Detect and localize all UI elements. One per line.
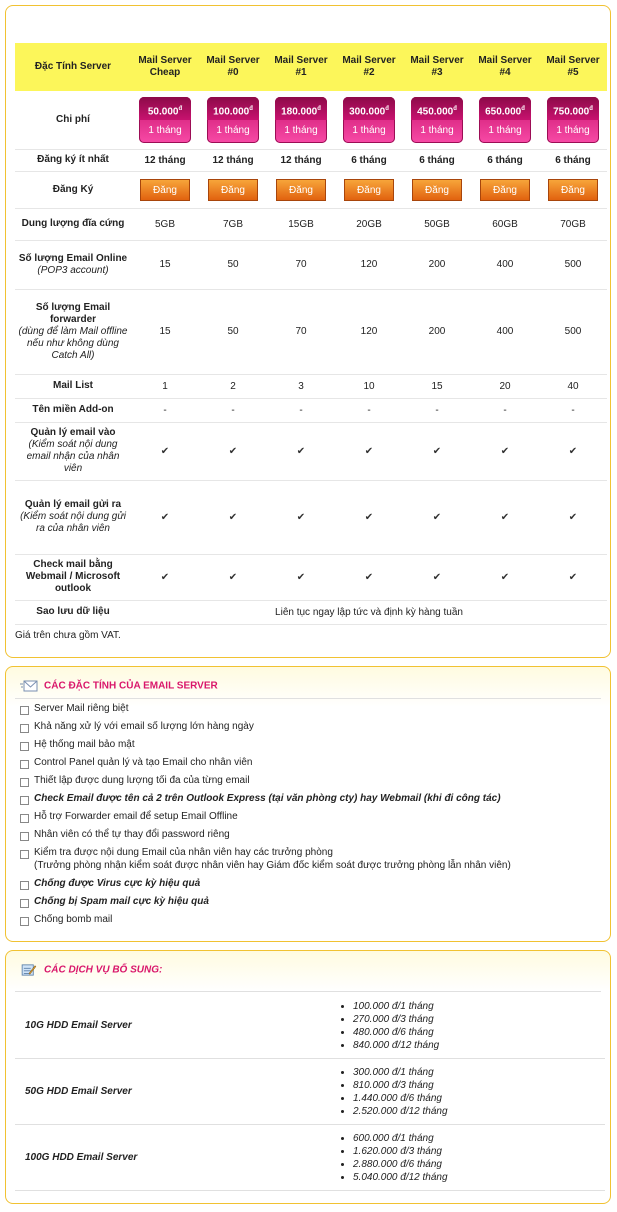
online-value: 120 [335,240,403,289]
price-period: 1 tháng [352,124,386,136]
pricing-header-row [15,43,607,91]
currency-mark: đ [589,105,593,112]
services-title: CÁC DỊCH VỤ BỔ SUNG: [44,964,163,976]
services-panel [5,950,611,1204]
check-mark: ✔ [335,480,403,554]
currency-mark: đ [317,105,321,112]
bullet-icon [20,796,29,805]
check-mark: ✔ [471,554,539,600]
bullet-icon [20,899,29,908]
price-amount [139,97,191,120]
storage-value: 7GB [199,208,267,240]
plan-name: Mail Server #0 [199,43,267,91]
check-mark: ✔ [403,480,471,554]
features-divider [15,698,601,699]
plan-name: Mail Server #5 [539,43,607,91]
feature-text: Chống bị Spam mail cực kỳ hiệu quả [34,895,209,907]
min-term: 12 tháng [199,149,267,171]
row-min-label [15,149,131,171]
feature-item [20,847,511,872]
bullet-icon [20,778,29,787]
plan-name: Mail Server #4 [471,43,539,91]
price-cell [131,91,199,149]
addon-value: - [267,398,335,422]
storage-value: 50GB [403,208,471,240]
storage-value: 70GB [539,208,607,240]
feature-item [20,811,511,824]
service-row [15,1125,605,1191]
service-price: • 2.520.000 đ/12 tháng [353,1105,604,1118]
pricing-panel [5,5,611,658]
services-table [15,993,605,1191]
bullet-icon [20,760,29,769]
check-mark: ✔ [539,554,607,600]
service-price: • 1.440.000 đ/6 tháng [353,1092,604,1105]
register-button[interactable]: Đăng [276,179,326,201]
check-mark: ✔ [199,554,267,600]
service-prices [332,1059,605,1125]
register-button[interactable]: Đăng [344,179,394,201]
features-list [20,703,511,932]
forwarder-value: 70 [267,289,335,374]
feature-item [20,829,511,842]
register-button[interactable]: Đăng [548,179,598,201]
feature-text: Khả năng xử lý với email số lượng lớn hàng ngày [34,721,254,732]
check-mark: ✔ [267,554,335,600]
register-cell [131,171,199,208]
service-name: 50G HDD Email Server [15,1059,332,1125]
feature-item [20,703,511,716]
services-divider [15,991,601,992]
price-value: 650.000 [485,106,522,118]
min-term: 6 tháng [471,149,539,171]
forwarder-value: 50 [199,289,267,374]
vat-note: Giá trên chưa gồm VAT. [15,630,121,641]
service-price: • 2.880.000 đ/6 tháng [353,1158,604,1171]
check-mark: ✔ [335,422,403,480]
register-button[interactable]: Đăng [480,179,530,201]
bullet-icon [20,724,29,733]
row-forwarder-label-note: (dùng để làm Mail offline nếu như không dùng Catch All) [18,325,128,361]
check-mark: ✔ [471,422,539,480]
service-price: • 5.040.000 đ/12 tháng [353,1171,604,1184]
row-outgoing-label-note: (Kiểm soát nội dung gửi ra của nhân viên [20,511,126,534]
check-mark: ✔ [131,480,199,554]
bullet-icon [20,881,29,890]
storage-value: 20GB [335,208,403,240]
bullet-icon [20,706,29,715]
price-period: 1 tháng [556,124,590,136]
check-mark: ✔ [335,554,403,600]
min-term: 6 tháng [403,149,471,171]
row-outgoing-label-text: Quản lý email gửi ra [24,499,122,510]
register-cell [471,171,539,208]
price-cell [267,91,335,149]
min-term: 12 tháng [267,149,335,171]
check-mark: ✔ [199,422,267,480]
plan-name: Mail Server #3 [403,43,471,91]
price-value: 100.000 [213,106,250,118]
row-backup-label-text: Sao lưu dữ liệu [36,606,110,617]
check-mark: ✔ [267,480,335,554]
row-register-label [15,171,131,208]
pricing-table [15,43,607,625]
addon-value: - [403,398,471,422]
row-cost-label-text: Chi phí [56,113,90,125]
feature-text: Chống được Virus cực kỳ hiệu quả [34,877,201,889]
row-list [15,374,607,398]
register-cell [539,171,607,208]
row-list-label [15,374,131,398]
forwarder-value: 400 [471,289,539,374]
service-price: • 480.000 đ/6 tháng [353,1026,604,1039]
register-button[interactable]: Đăng [208,179,258,201]
forwarder-value: 500 [539,289,607,374]
price-period: 1 tháng [488,124,522,136]
price-list [333,1066,604,1118]
check-mark: ✔ [403,422,471,480]
row-incoming-label [15,422,131,480]
feature-item [20,914,511,927]
row-webmail [15,554,607,600]
feature-text: Control Panel quản lý và tạo Email cho nhân viên [34,757,253,768]
envelope-icon [20,680,38,692]
row-online-label-note: (POP3 account) [37,264,109,276]
row-forwarder [15,289,607,374]
service-price: • 600.000 đ/1 tháng [353,1132,604,1145]
service-price: • 300.000 đ/1 tháng [353,1066,604,1079]
price-badge [479,97,531,143]
feature-item [20,757,511,770]
list-value: 3 [267,374,335,398]
features-header [20,680,218,692]
service-row [15,993,605,1059]
row-incoming-label-note: (Kiểm soát nội dung email nhận của nhân viên [26,439,120,474]
addon-value: - [335,398,403,422]
min-term: 12 tháng [131,149,199,171]
price-badge [275,97,327,143]
features-panel [5,666,611,942]
price-list [333,1000,604,1052]
online-value: 50 [199,240,267,289]
list-value: 1 [131,374,199,398]
currency-mark: đ [249,105,253,112]
feature-item [20,721,511,734]
service-name: 100G HDD Email Server [15,1125,332,1191]
price-amount [207,97,259,120]
check-mark: ✔ [267,422,335,480]
row-cost [15,91,607,149]
row-storage-label [15,208,131,240]
register-button[interactable]: Đăng [412,179,462,201]
plan-name: Mail Server #2 [335,43,403,91]
feature-item [20,793,511,806]
check-mark: ✔ [539,480,607,554]
price-badge [207,97,259,143]
price-period: 1 tháng [284,124,318,136]
service-name: 10G HDD Email Server [15,993,332,1059]
plan-name: Mail Server Cheap [131,43,199,91]
feature-text: Server Mail riêng biệt [34,703,129,714]
feature-item [20,878,511,891]
storage-value: 5GB [131,208,199,240]
price-value: 180.000 [281,106,318,118]
register-cell [335,171,403,208]
row-addon-label-text: Tên miền Add-on [32,404,114,415]
row-storage-label-text: Dung lượng đĩa cứng [21,218,125,229]
feature-text: Hỗ trợ Forwarder email để setup Email Offline [34,811,238,822]
feature-text: Check Email được tên cả 2 trên Outlook Express (tại văn phòng cty) hay Webmail (khi đi công tác) [34,793,501,804]
row-forwarder-label-text: Số lượng Email forwarder [35,301,111,325]
price-amount [411,97,463,120]
online-value: 200 [403,240,471,289]
row-incoming [15,422,607,480]
price-cell [403,91,471,149]
row-webmail-label-text: Check mail bằng Webmail / Microsoft outlook [25,559,121,594]
service-price: • 1.620.000 đ/3 tháng [353,1145,604,1158]
check-mark: ✔ [131,554,199,600]
price-period: 1 tháng [148,124,182,136]
check-mark: ✔ [539,422,607,480]
feature-item [20,896,511,909]
service-price: • 100.000 đ/1 tháng [353,1000,604,1013]
addon-value: - [471,398,539,422]
bullet-icon [20,917,29,926]
row-online-label-text: Số lượng Email Online [18,252,128,264]
row-cost-label [15,91,131,149]
currency-mark: đ [453,105,457,112]
currency-mark: đ [521,105,525,112]
row-register-label-text: Đăng Ký [52,183,94,195]
row-forwarder-label [15,289,131,374]
row-online [15,240,607,289]
row-online-label [15,240,131,289]
price-value: 50.000 [147,106,179,118]
bullet-icon [20,742,29,751]
price-cell [199,91,267,149]
addon-value: - [131,398,199,422]
feature-item [20,775,511,788]
forwarder-value: 15 [131,289,199,374]
backup-value: Liên tục ngay lập tức và định kỳ hàng tuần [131,600,607,624]
service-price: • 840.000 đ/12 tháng [353,1039,604,1052]
row-list-label-text: Mail List [52,380,93,391]
bullet-icon [20,832,29,841]
online-value: 500 [539,240,607,289]
price-period: 1 tháng [420,124,454,136]
row-addon [15,398,607,422]
min-term: 6 tháng [539,149,607,171]
price-value: 750.000 [553,106,590,118]
currency-mark: đ [178,105,183,112]
service-price: • 270.000 đ/3 tháng [353,1013,604,1026]
service-price: • 810.000 đ/3 tháng [353,1079,604,1092]
row-webmail-label [15,554,131,600]
bullet-icon [20,814,29,823]
forwarder-value: 120 [335,289,403,374]
check-mark: ✔ [131,422,199,480]
price-amount [343,97,395,120]
row-min-label-text: Đăng ký ít nhất [37,154,109,165]
price-cell [471,91,539,149]
feature-item [20,739,511,752]
forwarder-value: 200 [403,289,471,374]
price-cell [539,91,607,149]
price-value: 300.000 [349,106,386,118]
row-addon-label [15,398,131,422]
services-header [20,964,162,976]
bullet-icon [20,850,29,859]
storage-value: 15GB [267,208,335,240]
row-storage [15,208,607,240]
price-amount [275,97,327,120]
price-cell [335,91,403,149]
notepad-icon [20,964,38,976]
list-value: 2 [199,374,267,398]
check-mark: ✔ [403,554,471,600]
register-button[interactable]: Đăng [140,179,190,201]
row-outgoing-label [15,480,131,554]
plan-name: Mail Server #1 [267,43,335,91]
list-value: 15 [403,374,471,398]
register-cell [403,171,471,208]
check-mark: ✔ [199,480,267,554]
price-badge [547,97,599,143]
price-value: 450.000 [417,106,454,118]
feature-text: Nhân viên có thể tự thay đổi password riêng [34,829,230,840]
row-min-term [15,149,607,171]
service-prices [332,993,605,1059]
feature-text: Kiểm tra được nội dung Email của nhân viên hay các trưởng phòng [34,847,333,858]
price-badge [411,97,463,143]
price-badge [139,97,191,143]
check-mark: ✔ [471,480,539,554]
price-list [333,1132,604,1184]
price-period: 1 tháng [216,124,250,136]
addon-value: - [539,398,607,422]
service-row [15,1059,605,1125]
list-value: 10 [335,374,403,398]
addon-value: - [199,398,267,422]
list-value: 20 [471,374,539,398]
service-prices [332,1125,605,1191]
feature-text: Thiết lập được dung lượng tối đa của từng email [34,775,250,786]
price-amount [479,97,531,120]
register-cell [199,171,267,208]
features-title: CÁC ĐẶC TÍNH CỦA EMAIL SERVER [44,680,218,692]
feature-text: Hệ thống mail bảo mật [34,739,135,750]
row-register [15,171,607,208]
list-value: 40 [539,374,607,398]
price-badge [343,97,395,143]
online-value: 70 [267,240,335,289]
row-outgoing [15,480,607,554]
online-value: 15 [131,240,199,289]
feature-subtext: (Trưởng phòng nhận kiểm soát được nhân viên hay Giám đốc kiểm soát được trưởng phòng lẫn nhân viên) [34,859,511,871]
feature-text: Chống bomb mail [34,913,113,925]
price-amount [547,97,599,120]
register-cell [267,171,335,208]
storage-value: 60GB [471,208,539,240]
header-label: Đặc Tính Server [15,43,131,91]
min-term: 6 tháng [335,149,403,171]
row-incoming-label-text: Quản lý email vào [30,427,116,438]
online-value: 400 [471,240,539,289]
currency-mark: đ [385,105,389,112]
row-backup-label [15,600,131,624]
row-backup [15,600,607,624]
